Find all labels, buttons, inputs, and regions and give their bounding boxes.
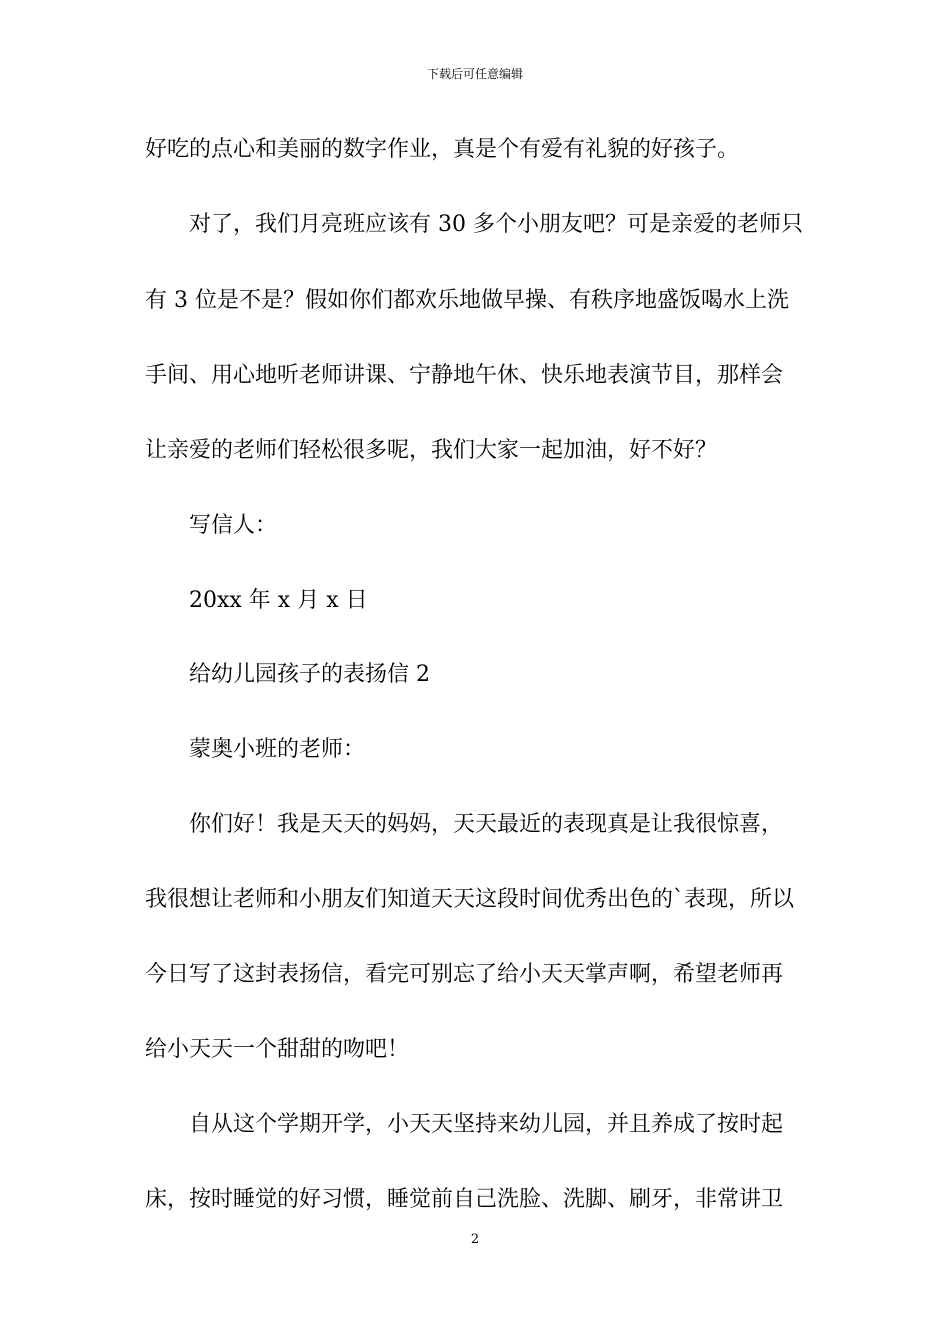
text-line: 我很想让老师和小朋友们知道天天这段时间优秀出色的`表现，所以 — [145, 887, 795, 912]
text-line: 床，按时睡觉的好习惯，睡觉前自己洗脸、洗脚、刷牙，非常讲卫 — [145, 1187, 784, 1212]
text-line: 自从这个学期开学，小天天坚持来幼儿园，并且养成了按时起 — [189, 1112, 784, 1137]
text-line: 好吃的点心和美丽的数字作业，真是个有爱有礼貌的好孩子。 — [145, 137, 740, 162]
text-line: 你们好！我是天天的妈妈，天天最近的表现真是让我很惊喜， — [189, 812, 784, 837]
text-line: 写信人： — [189, 513, 278, 538]
date-line: 20xx 年 x 月 x 日 — [189, 588, 368, 613]
text-line: 有 3 位是不是？假如你们都欢乐地做早操、有秩序地盛饭喝水上洗 — [145, 288, 789, 313]
section-title: 给幼儿园孩子的表扬信 2 — [189, 662, 430, 687]
salutation: 蒙奥小班的老师： — [189, 737, 366, 762]
text-line: 让亲爱的老师们轻松很多呢，我们大家一起加油，好不好？ — [145, 438, 718, 463]
text-line: 今日写了这封表扬信，看完可别忘了给小天天掌声啊，希望老师再 — [145, 962, 784, 987]
text-line: 对了，我们月亮班应该有 30 多个小朋友吧？可是亲爱的老师只 — [189, 212, 803, 237]
header-note: 下载后可任意编辑 — [426, 67, 523, 81]
text-line: 手间、用心地听老师讲课、宁静地午休、快乐地表演节目，那样会 — [145, 363, 784, 388]
page-number: 2 — [470, 1232, 480, 1247]
text-line: 给小天天一个甜甜的吻吧！ — [145, 1037, 410, 1062]
